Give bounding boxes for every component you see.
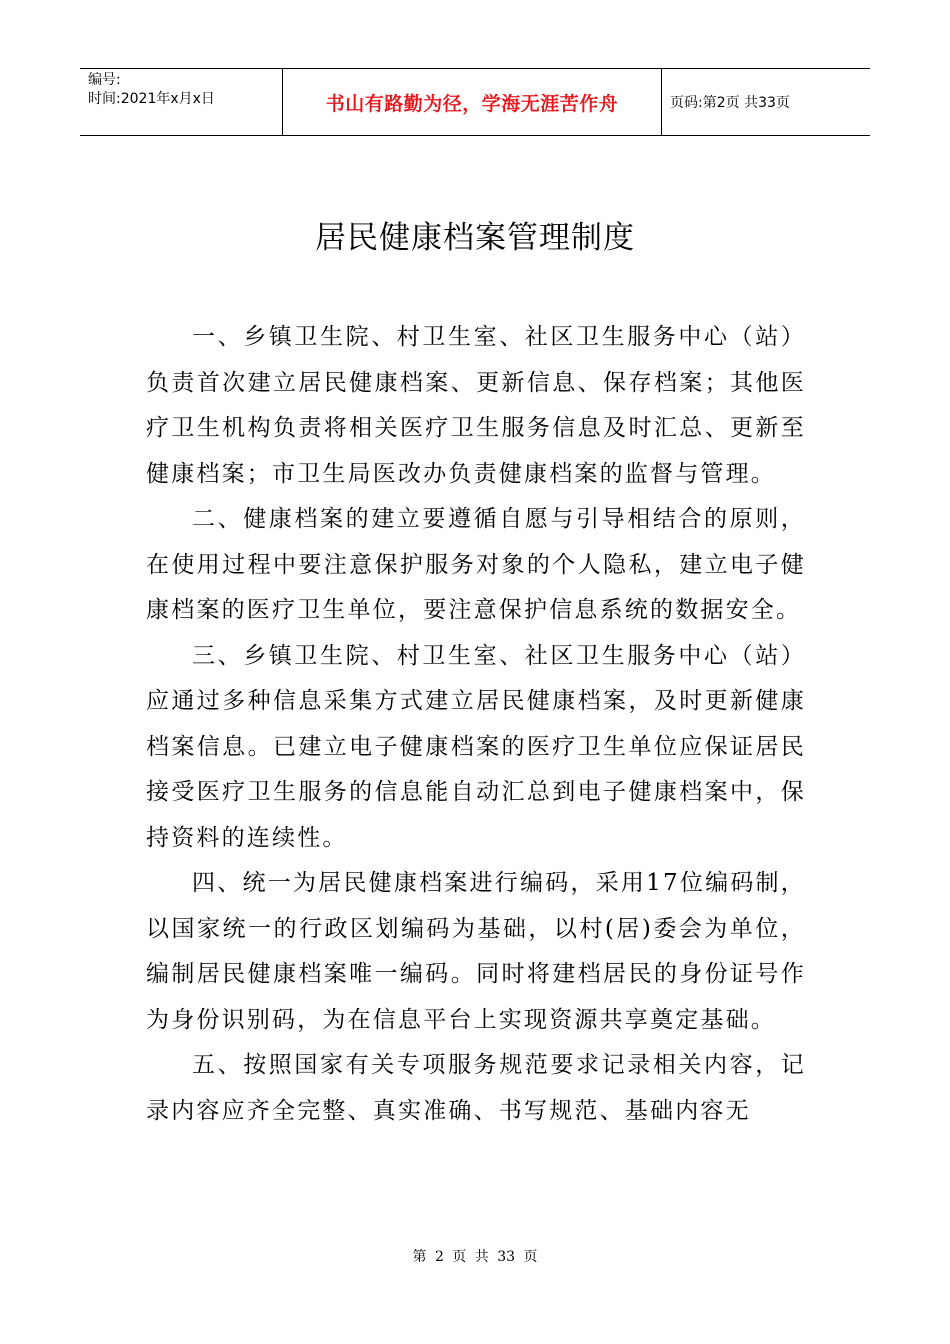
page-footer: 第 2 页 共 33 页	[412, 1249, 538, 1265]
page-header	[80, 68, 870, 136]
paragraph-2: 二、健康档案的建立要遵循自愿与引导相结合的原则，在使用过程中要注意保护服务对象的个人隐私，建立电子健康档案的医疗卫生单位，要注意保护信息系统的数据安全。	[146, 506, 806, 623]
header-motto: 书山有路勤为径，学海无涯苦作舟	[325, 92, 619, 115]
paragraph-4: 四、统一为居民健康档案进行编码，采用17位编码制，以国家统一的行政区划编码为基础，以村(居)委会为单位，编制居民健康档案唯一编码。同时将建档居民的身份证号作为身份识别码，为在信息平台上实现资源共享奠定基础。	[146, 870, 806, 1033]
header-motto-cell	[282, 69, 662, 135]
header-page-info: 页码:第2页 共33页	[670, 95, 790, 111]
paragraph-1: 一、乡镇卫生院、村卫生室、社区卫生服务中心（站）负责首次建立居民健康档案、更新信息、保存档案；其他医疗卫生机构负责将相关医疗卫生服务信息及时汇总、更新至健康档案；市卫生局医改办负责健康档案的监督与管理。	[146, 324, 806, 487]
paragraph-3: 三、乡镇卫生院、村卫生室、社区卫生服务中心（站）应通过多种信息采集方式建立居民健康档案，及时更新健康档案信息。已建立电子健康档案的医疗卫生单位应保证居民接受医疗卫生服务的信息能自动汇总到电子健康档案中，保持资料的连续性。	[146, 642, 806, 851]
document-body	[146, 315, 806, 1134]
document-title: 居民健康档案管理制度	[315, 220, 635, 256]
time-label: 时间:2021年x月x日	[88, 91, 215, 107]
header-meta	[80, 69, 282, 135]
serial-label: 编号:	[88, 72, 121, 88]
paragraph-5: 五、按照国家有关专项服务规范要求记录相关内容，记录内容应齐全完整、真实准确、书写规范、基础内容无	[146, 1052, 806, 1124]
